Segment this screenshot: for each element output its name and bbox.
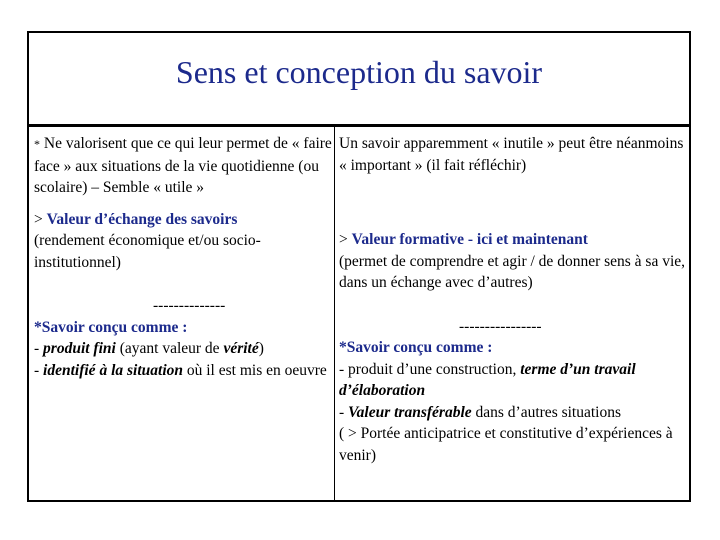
right-value-text: (permet de comprendre et agir / de donner sens à sa vie, dans un échange avec d’autres) — [339, 252, 686, 291]
asterisk: * — [34, 137, 40, 151]
title-box — [29, 33, 689, 127]
left-conception-heading: *Savoir conçu comme : — [34, 318, 188, 336]
emphasis-identifie: identifié à la situation — [43, 361, 183, 379]
page-title: Sens et conception du savoir — [175, 54, 543, 90]
text-fragment: - produit d’une construction, — [339, 360, 521, 378]
right-column — [335, 127, 689, 500]
bullet-dash: - — [34, 361, 44, 379]
bullet-dash: - — [34, 340, 44, 357]
arrow-prefix: > — [339, 231, 352, 248]
slide-frame — [27, 31, 691, 502]
emphasis-produit-fini: produit fini — [43, 340, 116, 357]
emphasis-terme: terme d’un travail d’élaboration — [339, 360, 636, 399]
left-intro — [34, 133, 334, 199]
right-value-heading: Valeur formative - ici et maintenant — [351, 231, 588, 248]
left-column — [29, 127, 335, 500]
left-intro-text: Ne valorisent que ce qui leur permet de « faire face » aux situations de la vie quotidienne (ou scolaire) – Semble « utile » — [34, 135, 332, 196]
text-fragment: ) — [258, 340, 264, 357]
left-value-heading: Valeur d’échange des savoirs — [46, 210, 238, 228]
right-conception — [339, 316, 689, 467]
separator-dashes: -------------- — [153, 297, 226, 314]
text-fragment: dans d’autres situations — [471, 403, 622, 421]
text-fragment: (ayant valeur de — [115, 340, 224, 357]
text-fragment: où il est mis en oeuvre — [183, 361, 327, 379]
arrow-prefix: > — [34, 210, 47, 228]
right-portee: ( > Portée anticipatrice et constitutive d’expériences à venir) — [339, 425, 673, 464]
left-value-text: (rendement économique et/ou socio-institutionnel) — [34, 232, 261, 271]
right-conception-heading: *Savoir conçu comme : — [339, 339, 493, 356]
right-value — [339, 229, 689, 294]
bullet-dash: - — [339, 403, 349, 421]
left-conception — [34, 295, 334, 381]
emphasis-transferable: Valeur transférable — [348, 403, 472, 421]
left-value — [34, 209, 334, 274]
emphasis-verite: vérité — [223, 340, 259, 357]
right-intro: Un savoir apparemment « inutile » peut être néanmoins « important » (il fait réfléchir) — [339, 135, 684, 174]
separator-dashes: ---------------- — [459, 317, 542, 335]
